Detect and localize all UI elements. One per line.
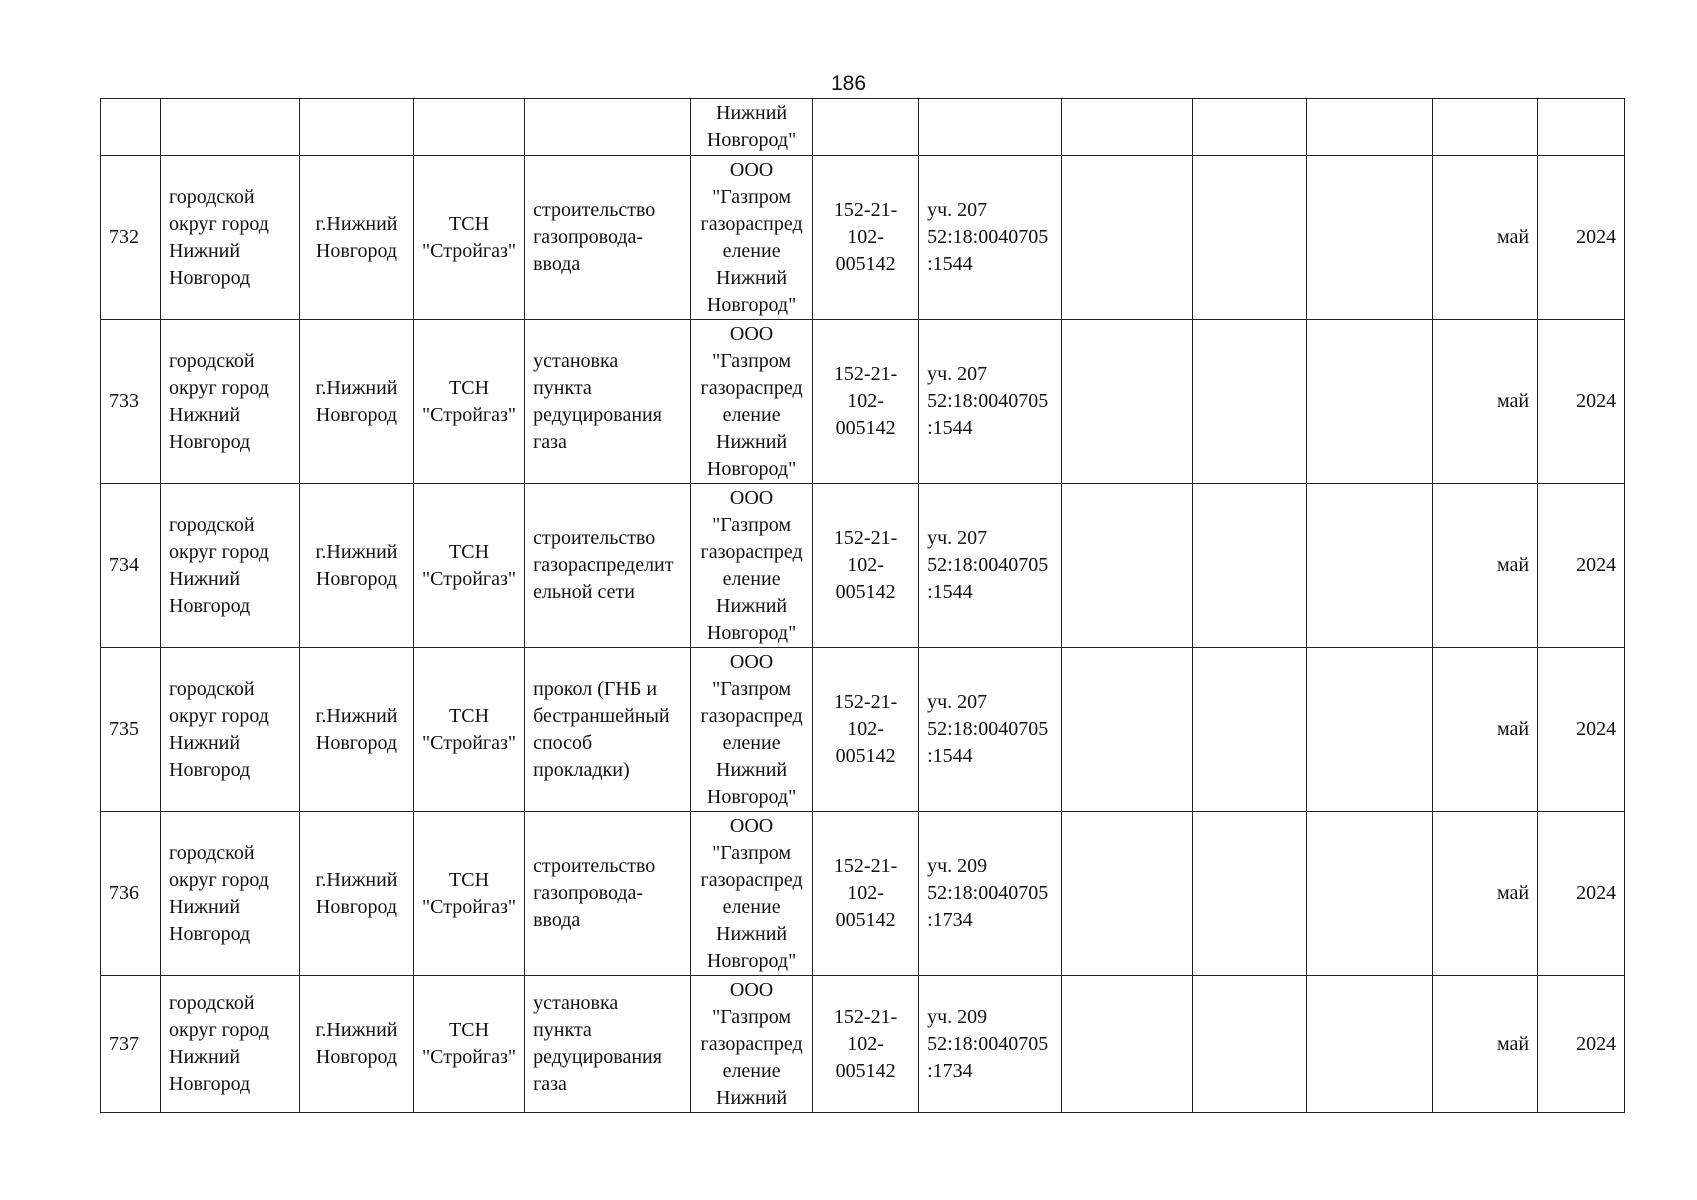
code-cell: 152-21- 102- 005142 (813, 648, 919, 812)
year-cell: 2024 (1538, 156, 1625, 320)
locality-cell: г.Нижний Новгород (300, 812, 414, 976)
code-cell: 152-21- 102- 005142 (813, 812, 919, 976)
plot-cell: уч. 209 52:18:0040705 :1734 (919, 812, 1062, 976)
table-row (101, 812, 1625, 976)
contractor-cell: ООО "Газпром газораспред еление Нижний Новгород" (691, 812, 813, 976)
row-number: 734 (101, 484, 161, 648)
year-cell: 2024 (1538, 976, 1625, 1113)
contractor-cell: ООО "Газпром газораспред еление Нижний Новгород" (691, 320, 813, 484)
locality-cell: г.Нижний Новгород (300, 648, 414, 812)
empty-cell (1193, 156, 1307, 320)
empty-cell (1307, 648, 1433, 812)
plot-cell: уч. 209 52:18:0040705 :1734 (919, 976, 1062, 1113)
work-type-cell: установка пункта редуцирования газа (525, 976, 691, 1113)
work-type-cell: строительство газопровода- ввода (525, 812, 691, 976)
empty-cell (1193, 648, 1307, 812)
month-cell: май (1433, 812, 1538, 976)
applicant-cell: ТСН "Стройгаз" (414, 156, 525, 320)
contractor-cell: Нижний Новгород" (691, 99, 813, 156)
contractor-cell: ООО "Газпром газораспред еление Нижний Новгород" (691, 484, 813, 648)
applicant-cell: ТСН "Стройгаз" (414, 648, 525, 812)
applicant-cell: ТСН "Стройгаз" (414, 976, 525, 1113)
contractor-cell: ООО "Газпром газораспред еление Нижний Новгород" (691, 648, 813, 812)
row-number: 737 (101, 976, 161, 1113)
month-cell: май (1433, 976, 1538, 1113)
table-row (101, 320, 1625, 484)
month-cell: май (1433, 484, 1538, 648)
plot-cell: уч. 207 52:18:0040705 :1544 (919, 320, 1062, 484)
row-number: 735 (101, 648, 161, 812)
year-cell: 2024 (1538, 812, 1625, 976)
page-number: 186 (830, 72, 867, 95)
empty-cell (1307, 320, 1433, 484)
locality-cell: г.Нижний Новгород (300, 156, 414, 320)
contractor-cell: ООО "Газпром газораспред еление Нижний (691, 976, 813, 1113)
district-cell: городской округ город Нижний Новгород (161, 812, 300, 976)
work-type-cell: прокол (ГНБ и бестраншейный способ прокладки) (525, 648, 691, 812)
district-cell: городской округ город Нижний Новгород (161, 484, 300, 648)
empty-cell (1062, 99, 1193, 156)
table-row (101, 484, 1625, 648)
empty-cell (919, 99, 1062, 156)
plot-cell: уч. 207 52:18:0040705 :1544 (919, 484, 1062, 648)
year-cell: 2024 (1538, 320, 1625, 484)
empty-cell (1062, 976, 1193, 1113)
code-cell: 152-21- 102- 005142 (813, 156, 919, 320)
work-type-cell: строительство газораспределит ельной сети (525, 484, 691, 648)
row-number: 733 (101, 320, 161, 484)
table-row (101, 648, 1625, 812)
empty-cell (525, 99, 691, 156)
empty-cell (1193, 99, 1307, 156)
row-number: 732 (101, 156, 161, 320)
empty-cell (1307, 99, 1433, 156)
district-cell: городской округ город Нижний Новгород (161, 976, 300, 1113)
empty-cell (1062, 648, 1193, 812)
empty-cell (1307, 484, 1433, 648)
applicant-cell: ТСН "Стройгаз" (414, 484, 525, 648)
empty-cell (1307, 812, 1433, 976)
empty-cell (300, 99, 414, 156)
empty-cell (1538, 99, 1625, 156)
locality-cell: г.Нижний Новгород (300, 484, 414, 648)
plot-cell: уч. 207 52:18:0040705 :1544 (919, 648, 1062, 812)
plot-cell: уч. 207 52:18:0040705 :1544 (919, 156, 1062, 320)
contractor-cell: ООО "Газпром газораспред еление Нижний Новгород" (691, 156, 813, 320)
empty-cell (1307, 156, 1433, 320)
locality-cell: г.Нижний Новгород (300, 320, 414, 484)
empty-cell (414, 99, 525, 156)
work-type-cell: строительство газопровода- ввода (525, 156, 691, 320)
table-row-continuation (101, 99, 1625, 156)
data-table (100, 98, 1625, 1113)
month-cell: май (1433, 648, 1538, 812)
empty-cell (1062, 484, 1193, 648)
year-cell: 2024 (1538, 484, 1625, 648)
empty-cell (161, 99, 300, 156)
locality-cell: г.Нижний Новгород (300, 976, 414, 1113)
code-cell: 152-21- 102- 005142 (813, 484, 919, 648)
year-cell: 2024 (1538, 648, 1625, 812)
month-cell: май (1433, 156, 1538, 320)
empty-cell (1193, 484, 1307, 648)
empty-cell (813, 99, 919, 156)
table-row (101, 976, 1625, 1113)
empty-cell (1062, 320, 1193, 484)
empty-cell (1307, 976, 1433, 1113)
district-cell: городской округ город Нижний Новгород (161, 648, 300, 812)
table-row (101, 156, 1625, 320)
district-cell: городской округ город Нижний Новгород (161, 156, 300, 320)
month-cell: май (1433, 320, 1538, 484)
empty-cell (1193, 812, 1307, 976)
applicant-cell: ТСН "Стройгаз" (414, 812, 525, 976)
empty-cell (1193, 976, 1307, 1113)
empty-cell (101, 99, 161, 156)
empty-cell (1433, 99, 1538, 156)
empty-cell (1062, 156, 1193, 320)
district-cell: городской округ город Нижний Новгород (161, 320, 300, 484)
work-type-cell: установка пункта редуцирования газа (525, 320, 691, 484)
row-number: 736 (101, 812, 161, 976)
code-cell: 152-21- 102- 005142 (813, 976, 919, 1113)
code-cell: 152-21- 102- 005142 (813, 320, 919, 484)
empty-cell (1193, 320, 1307, 484)
applicant-cell: ТСН "Стройгаз" (414, 320, 525, 484)
empty-cell (1062, 812, 1193, 976)
